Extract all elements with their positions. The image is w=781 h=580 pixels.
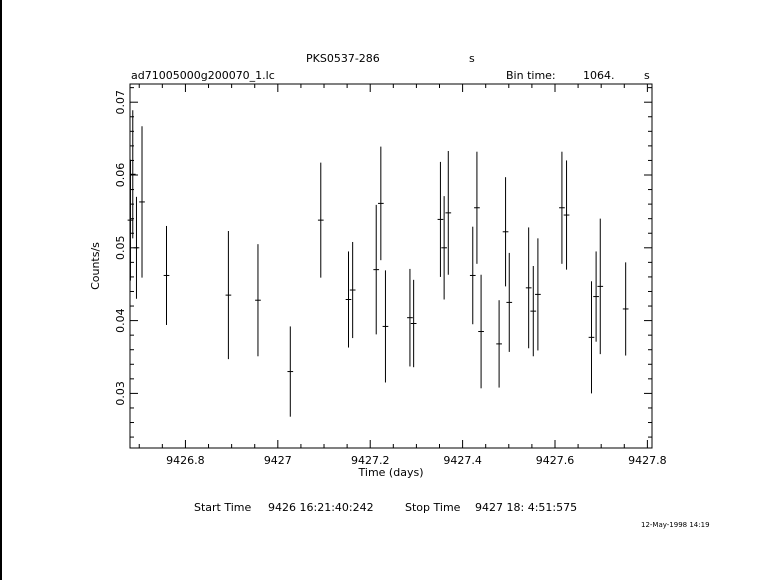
data-points [128, 110, 629, 416]
data-point [559, 152, 565, 264]
x-tick-label: 9427 [263, 454, 292, 467]
y-axis-label: Counts/s [89, 242, 102, 290]
filename: ad71005000g200070_1.lc [131, 69, 275, 82]
data-point [226, 231, 232, 359]
data-point [564, 160, 570, 269]
data-point [496, 300, 502, 387]
bin-time-value: 1064. [583, 69, 615, 82]
x-tick-label: 9427.2 [350, 454, 390, 467]
data-point [378, 147, 384, 261]
start-time-value: 9426 16:21:40:242 [268, 501, 374, 514]
y-tick-label: 0.04 [114, 308, 127, 333]
stop-time-label: Stop Time [405, 501, 461, 514]
x-tick-label: 9427.8 [628, 454, 667, 467]
axis-ticks [130, 84, 652, 448]
data-point [411, 280, 417, 367]
data-point [407, 269, 413, 367]
data-point [478, 275, 484, 389]
data-point [383, 270, 389, 382]
data-point [441, 196, 447, 299]
data-point [589, 281, 595, 393]
y-tick-label: 0.07 [114, 89, 127, 115]
x-tick-label: 9427.6 [535, 454, 575, 467]
data-point [373, 205, 379, 335]
y-tick-label: 0.06 [114, 162, 127, 188]
x-tick-label: 9426.8 [166, 454, 205, 467]
data-point [134, 197, 140, 299]
data-point [255, 244, 261, 356]
y-tick-label: 0.05 [114, 235, 127, 261]
object-suffix: s [469, 52, 475, 65]
y-tick-label: 0.03 [114, 381, 127, 406]
data-point [593, 251, 599, 341]
plot-frame [130, 84, 652, 448]
x-tick-label: 9427.4 [443, 454, 482, 467]
start-time-label: Start Time [194, 501, 252, 514]
timestamp: 12-May-1998 14:19 [641, 521, 710, 529]
data-point [470, 227, 476, 325]
bin-time-label: Bin time: [506, 69, 556, 82]
data-point [474, 152, 480, 264]
data-point [438, 162, 444, 277]
data-point [287, 326, 293, 416]
data-point [623, 262, 629, 355]
data-point [346, 251, 352, 347]
data-point [139, 126, 145, 277]
bin-time-unit: s [644, 69, 650, 82]
data-point [164, 226, 170, 325]
data-point [350, 242, 356, 338]
data-point [535, 238, 541, 350]
data-point [530, 266, 536, 356]
data-point [597, 219, 603, 354]
data-point [526, 227, 532, 348]
stop-time-value: 9427 18: 4:51:575 [475, 501, 578, 514]
data-point [506, 253, 512, 352]
axis-tick-labels [114, 90, 667, 467]
object-name: PKS0537-286 [306, 52, 380, 65]
data-point [503, 177, 509, 286]
data-point [445, 151, 451, 275]
x-axis-label: Time (days) [358, 466, 424, 479]
data-point [318, 163, 324, 278]
